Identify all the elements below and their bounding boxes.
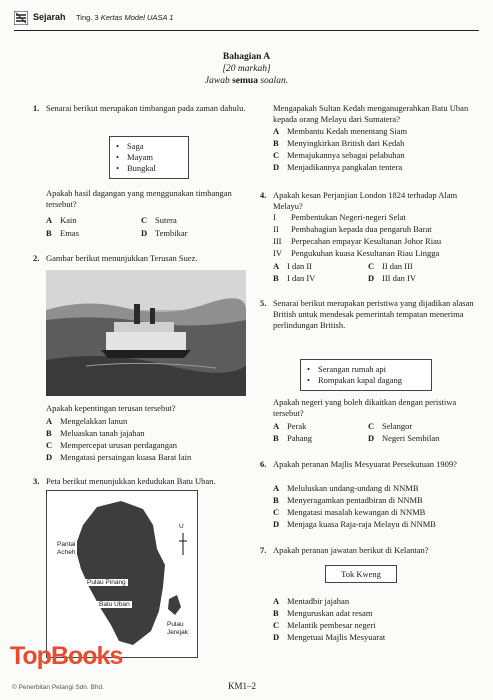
q4-statement-1: I Pembentukan Negeri-negeri Selat bbox=[273, 212, 406, 222]
suez-canal-photo bbox=[46, 270, 246, 396]
north-label: U bbox=[179, 523, 184, 530]
page-number: KM1–2 bbox=[228, 681, 257, 691]
q5-option-b[interactable]: B Pahang bbox=[273, 433, 313, 443]
question-1 bbox=[33, 103, 256, 114]
publisher-credit: © Penerbitan Pelangi Sdn. Bhd. bbox=[12, 684, 104, 691]
list-item: • Bungkal bbox=[116, 163, 182, 174]
q3-question: Mengapakah Sultan Kedah menganugerahkan Batu Uban kepada orang Melayu dari Sumatera? bbox=[273, 103, 469, 124]
q3-option-d[interactable]: D Menjadikannya pangkalan tentera bbox=[273, 162, 403, 172]
q3-option-c[interactable]: C Memajukannya sebagai pelabuhan bbox=[273, 150, 405, 160]
q3-option-a[interactable]: A Membantu Kedah menentang Siam bbox=[273, 126, 408, 136]
q1-question: Apakah hasil dagangan yang menggunakan timbangan tersebut? bbox=[46, 188, 232, 209]
q7-option-b[interactable]: B Menguruskan adat resam bbox=[273, 608, 373, 618]
q4-statement-4: IV Pengukuhan kuasa Kesultanan Riau Lingga bbox=[273, 248, 440, 258]
q4-statement-2: II Pembahagian kepada dua pengaruh Barat bbox=[273, 224, 432, 234]
q5-option-c[interactable]: C Selangor bbox=[368, 421, 413, 431]
q7-option-a[interactable]: A Mentadbir jajahan bbox=[273, 596, 350, 606]
list-item: • Mayam bbox=[116, 152, 182, 163]
q1-option-c[interactable]: C Sutera bbox=[141, 215, 177, 225]
q6-option-b[interactable]: B Menyeragamkan pentadbiran di NNMB bbox=[273, 495, 423, 505]
q4-option-d[interactable]: D III dan IV bbox=[368, 273, 416, 283]
question-text: Peta berikut menunjukkan kedudukan Batu Uban. bbox=[46, 476, 216, 486]
q7-option-d[interactable]: D Mengetuai Majlis Mesyuarat bbox=[273, 632, 386, 642]
question-3 bbox=[33, 476, 256, 487]
q4-option-b[interactable]: B I dan IV bbox=[273, 273, 316, 283]
q7-position-box: Tok Kweng bbox=[325, 565, 397, 583]
question-number: 4. bbox=[260, 190, 267, 200]
question-text: Apakah kesan Perjanjian London 1824 terhadap Alam Melayu? bbox=[273, 190, 458, 211]
section-marks: [20 markah] bbox=[222, 64, 271, 74]
q1-list-box bbox=[109, 136, 189, 179]
question-2 bbox=[33, 253, 256, 264]
q1-option-a[interactable]: A Kain bbox=[46, 215, 77, 225]
q6-option-c[interactable]: C Mengatasi masalah kewangan di NNMB bbox=[273, 507, 426, 517]
section-title: Bahagian A bbox=[222, 52, 271, 62]
q6-option-a[interactable]: A Meluluskan undang-undang di NNMB bbox=[273, 483, 419, 493]
q1-option-b[interactable]: B Emas bbox=[46, 228, 79, 238]
question-number: 3. bbox=[33, 476, 40, 486]
question-5 bbox=[260, 298, 483, 331]
question-text: Apakah peranan jawatan berikut di Kelantan? bbox=[273, 545, 429, 555]
page-header bbox=[14, 8, 479, 31]
q2-option-a[interactable]: A Mengelakkan lanun bbox=[46, 416, 128, 426]
question-text: Apakah peranan Majlis Mesyuarat Persekutuan 1909? bbox=[273, 459, 457, 469]
topbooks-watermark: TopBooks bbox=[10, 642, 123, 670]
map-label-pulau-jerejak: Pulau Jerejak bbox=[167, 621, 188, 636]
q7-option-c[interactable]: C Melantik pembesar negeri bbox=[273, 620, 376, 630]
q2-option-d[interactable]: D Mengatasi persaingan kuasa Barat lain bbox=[46, 452, 192, 462]
q6-option-d[interactable]: D Menjaga kuasa Raja-raja Melayu di NNMB bbox=[273, 519, 436, 529]
question-number: 1. bbox=[33, 103, 40, 113]
q2-option-c[interactable]: C Mempercepat urusan perdagangan bbox=[46, 440, 178, 450]
q5-option-d[interactable]: D Negeri Sembilan bbox=[368, 433, 440, 443]
q5-question: Apakah negeri yang boleh dikaitkan dengan peristiwa tersebut? bbox=[273, 397, 457, 418]
question-4 bbox=[260, 190, 483, 212]
question-number: 2. bbox=[33, 253, 40, 263]
q4-option-c[interactable]: C II dan III bbox=[368, 261, 413, 271]
subject-title: Sejarah bbox=[33, 12, 66, 22]
q4-statement-3: III Perpecahan empayar Kesultanan Johor Riau bbox=[273, 236, 442, 246]
q3-option-b[interactable]: B Menyingkirkan British dari Kedah bbox=[273, 138, 405, 148]
paper-subtitle: Ting. 3 Kertas Model UASA 1 bbox=[76, 12, 174, 22]
list-item: • Serangan rumah api bbox=[307, 364, 425, 375]
q5-option-a[interactable]: A Perak bbox=[273, 421, 307, 431]
publisher-logo-icon bbox=[14, 11, 28, 25]
list-item: • Saga bbox=[116, 141, 182, 152]
question-7 bbox=[260, 545, 483, 556]
map-label-pantai-acheh: Pantai Acheh bbox=[57, 541, 76, 556]
question-number: 5. bbox=[260, 298, 267, 308]
map-label-pulau-pinang: Pulau Pinang bbox=[87, 579, 126, 586]
batu-uban-map bbox=[46, 490, 198, 658]
q4-option-a[interactable]: A I dan II bbox=[273, 261, 313, 271]
question-text: Senarai berikut merupakan timbangan pada zaman dahulu. bbox=[46, 103, 246, 113]
list-item: • Rompakan kapal dagang bbox=[307, 375, 425, 386]
question-text: Gambar berikut menunjukkan Terusan Suez. bbox=[46, 253, 198, 263]
q2-option-b[interactable]: B Meluaskan tanah jajahan bbox=[46, 428, 145, 438]
q2-question: Apakah kepentingan terusan tersebut? bbox=[46, 403, 176, 413]
q1-option-d[interactable]: D Tembikar bbox=[141, 228, 188, 238]
q5-list-box bbox=[300, 359, 432, 391]
question-6 bbox=[260, 459, 483, 470]
question-number: 6. bbox=[260, 459, 267, 469]
question-text: Senarai berikut merupakan peristiwa yang dijadikan alasan British untuk mendesak pemerintah tempatan menerima perlindungan British. bbox=[273, 298, 474, 330]
question-number: 7. bbox=[260, 545, 267, 555]
map-label-batu-uban: Batu Uban bbox=[99, 601, 130, 608]
section-instruction: Jawab semua soalan. bbox=[204, 76, 289, 86]
